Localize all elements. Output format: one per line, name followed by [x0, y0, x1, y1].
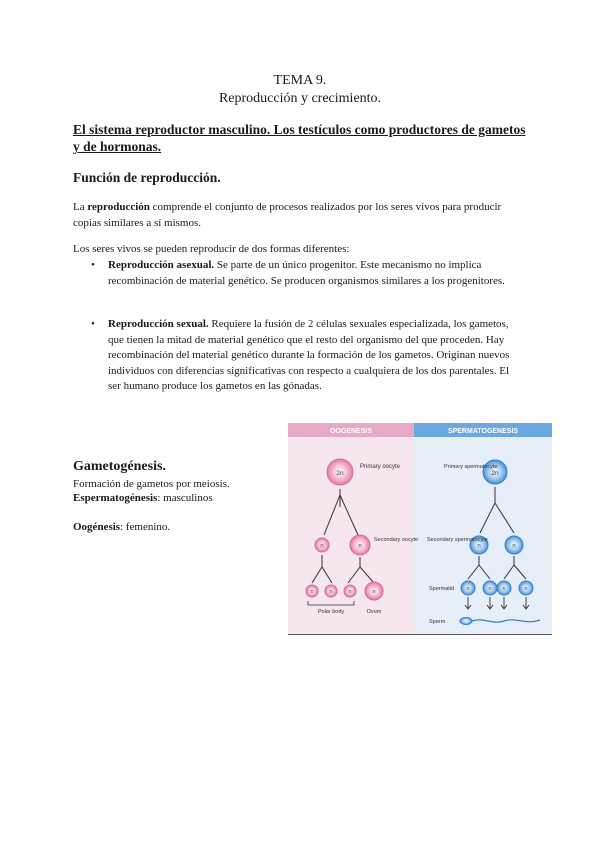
- page-title: TEMA 9.: [273, 73, 327, 88]
- section-heading: El sistema reproductor masculino. Los testículos como productores de gametos y de hormonas.: [73, 122, 526, 154]
- gametogenesis-definition: Formación de gametos por meiosis.: [73, 478, 230, 490]
- gametogenesis-diagram: [288, 423, 552, 635]
- intro-paragraph: La reproducción comprende el conjunto de procesos realizados por los seres vivos para producir copias similares a sí mismos.: [73, 201, 502, 229]
- subheading-funcion: Función de reproducción.: [73, 170, 221, 185]
- primary-oocyte-ploidy: 2n: [336, 470, 344, 477]
- svg-text:n: n: [477, 543, 481, 550]
- gametogenesis-heading: Gametogénesis.: [73, 459, 166, 474]
- svg-text:2n: 2n: [491, 470, 499, 477]
- svg-text:n: n: [502, 586, 506, 592]
- svg-text:n: n: [512, 543, 516, 550]
- sperm-label: Sperm: [429, 619, 446, 625]
- secondary-oocyte-label: Secondary oocyte: [374, 537, 419, 543]
- secondary-spermatocyte-label: Secondary spermatocyte: [427, 537, 488, 543]
- primary-oocyte-label: Primary oocyte: [360, 464, 401, 470]
- spermatogenesis-panel: [414, 423, 552, 635]
- primary-spermatocyte-label: Primary spermatocyte: [444, 464, 498, 470]
- page-subtitle: Reproducción y crecimiento.: [218, 91, 382, 106]
- svg-text:n: n: [488, 586, 492, 592]
- oogenesis-title: OOGENESIS: [329, 428, 373, 435]
- list-item-sexual: • Reproducción sexual. Requiere la fusión de 2 células sexuales especializada, los gametos, que tienen la mitad de material genético que el resto del organismo del que proceden. Hay recombinación del material genético durante la formación de los gametos. Originan nuevos individuos con diferencias significativas con respecto a cualquiera de los dos parentales. El ser humano produce los gametos en las gónadas.: [108, 317, 523, 395]
- svg-text:n: n: [358, 543, 362, 550]
- svg-text:n: n: [372, 589, 376, 595]
- svg-text:n: n: [320, 543, 324, 550]
- forms-paragraph: Los seres vivos se pueden reproducir de dos formas diferentes:: [73, 243, 350, 255]
- svg-text:n: n: [329, 589, 333, 595]
- svg-text:n: n: [466, 586, 470, 592]
- spermatogenesis-title: SPERMATOGENESIS: [447, 428, 519, 435]
- polar-body-label: Polar body: [317, 609, 345, 615]
- list-item-asexual: • Reproducción asexual. Se parte de un único progenitor. Este mecanismo no implica recombinación de material genético. Se producen organismos similares a los progenitores.: [108, 258, 523, 289]
- svg-text:n: n: [524, 586, 528, 592]
- spermatogenesis-line: Espermatogénesis: masculinos: [73, 492, 213, 504]
- spermatid-label: Spermatid: [429, 586, 455, 592]
- sperm-head: [460, 618, 472, 625]
- svg-text:n: n: [310, 589, 314, 595]
- ovum-label: Ovum: [366, 609, 382, 615]
- term-reproduccion: reproducción: [87, 201, 150, 213]
- oogenesis-line: Oogénesis: femenino.: [73, 521, 171, 533]
- svg-text:n: n: [348, 589, 352, 595]
- oogenesis-panel: [288, 423, 414, 635]
